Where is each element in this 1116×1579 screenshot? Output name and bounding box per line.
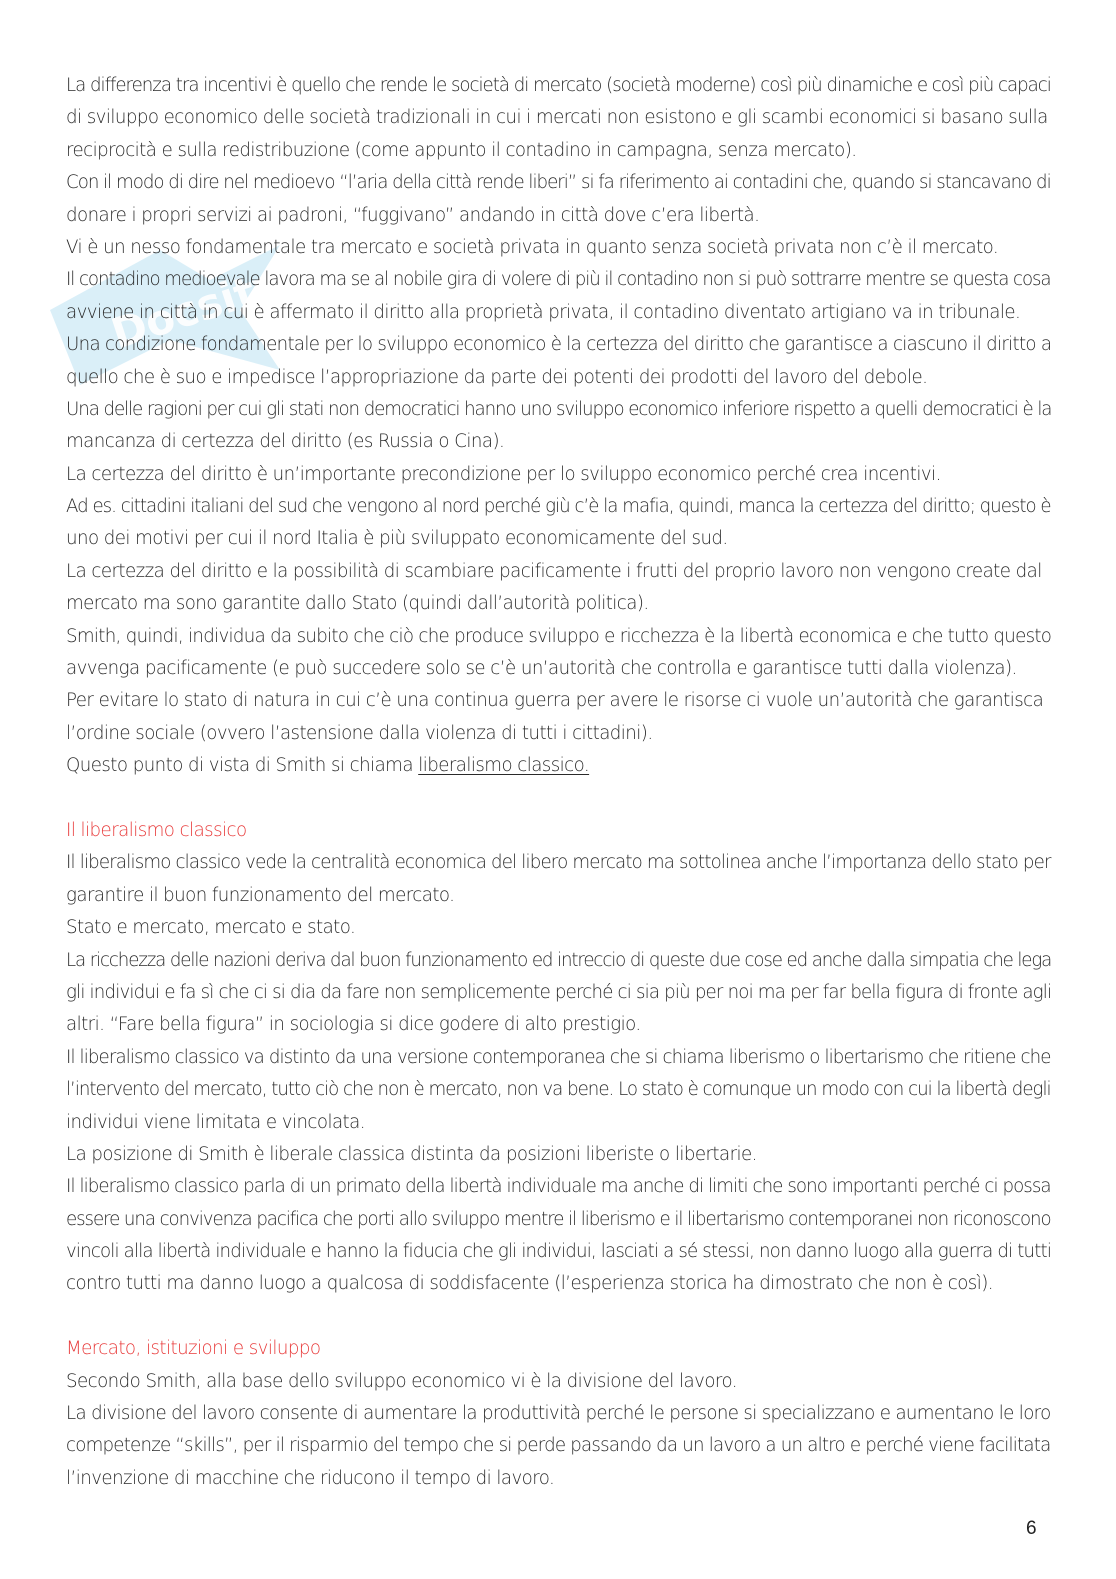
paragraph-line: gli individui e fa sì che ci si dia da fare non semplicemente perché ci sia più per noi ma per far bella figura di fronte agli (66, 981, 1052, 1003)
document-body (66, 70, 1051, 1495)
paragraph-line: Il liberalismo classico vede la centralità economica del libero mercato ma sottolinea anche l’importanza dello stato per (66, 852, 1051, 874)
paragraph-line: altri. “Fare bella figura” in sociologia si dice godere di alto prestigio. (66, 1014, 641, 1036)
paragraph-line: avvenga pacificamente (e può succedere solo se c’è un’autorità che controlla e garantisce tutti dalla violenza). (66, 658, 1017, 680)
paragraph-line: uno dei motivi per cui il nord Italia è più sviluppato economicamente del sud. (66, 528, 728, 550)
paragraph-line: Secondo Smith, alla base dello sviluppo economico vi è la divisione del lavoro. (66, 1370, 737, 1392)
paragraph-line: Il liberalismo classico parla di un primato della libertà individuale ma anche di limiti che sono importanti perché ci possa (66, 1176, 1051, 1198)
paragraph-line: individui viene limitata e vincolata. (66, 1111, 365, 1133)
paragraph-line: Una delle ragioni per cui gli stati non democratici hanno uno sviluppo economico inferiore rispetto a quelli democratici è la (66, 398, 1052, 420)
paragraph-line: Ad es. cittadini italiani del sud che vengono al nord perché giù c’è la mafia, quindi, manca la certezza del diritto; questo è (66, 496, 1051, 518)
paragraph-line: Stato e mercato, mercato e stato. (66, 917, 356, 939)
paragraph-line: essere una convivenza pacifica che porti allo sviluppo mentre il liberismo e il libertarismo contemporanei non riconoscono (66, 1208, 1051, 1230)
paragraph-line: Il contadino medioevale lavora ma se al nobile gira di volere di più il contadino non si può sottrarre mentre se questa cosa (66, 269, 1051, 291)
liberalismo-classico-term: liberalismo classico. (418, 755, 590, 777)
paragraph-line: mancanza di certezza del diritto (es Russia o Cina). (66, 431, 505, 453)
paragraph-line: reciprocità e sulla redistribuzione (come appunto il contadino in campagna, senza mercato). (66, 139, 857, 161)
paragraph-line: contro tutti ma danno luogo a qualcosa di soddisfacente (l’esperienza storica ha dimostrato che non è così). (66, 1273, 994, 1295)
paragraph-line: Vi è un nesso fondamentale tra mercato e società privata in quanto senza società privata non c’è il mercato. (66, 236, 999, 258)
paragraph-line: competenze “skills”, per il risparmio del tempo che si perde passando da un lavoro a un altro e perché viene facilitata (66, 1435, 1051, 1457)
section-heading-mercato-istituzioni-sviluppo: Mercato, istituzioni e sviluppo (66, 1338, 321, 1360)
paragraph-line: La differenza tra incentivi è quello che rende le società di mercato (società moderne) così più dinamiche e così più capaci (66, 75, 1051, 96)
page-number: 6 (1026, 1518, 1037, 1539)
paragraph-line: La certezza del diritto è un’importante precondizione per lo sviluppo economico perché crea incentivi. (66, 463, 941, 485)
paragraph-line: di sviluppo economico delle società tradizionali in cui i mercati non esistono e gli scambi economici si basano sulla (66, 107, 1048, 129)
paragraph-line: garantire il buon funzionamento del mercato. (66, 884, 455, 906)
paragraph-spacer (66, 783, 1051, 815)
paragraph-spacer (66, 1301, 1051, 1333)
paragraph-line: Smith, quindi, individua da subito che ciò che produce sviluppo e ricchezza è la libertà economica e che tutto questo (66, 625, 1052, 647)
paragraph-line: La ricchezza delle nazioni deriva dal buon funzionamento ed intreccio di queste due cose ed anche dalla simpatia che lega (66, 949, 1052, 971)
section-heading-liberalismo-classico: Il liberalismo classico (66, 819, 247, 841)
paragraph-line: avviene in città in cui è affermato il diritto alla proprietà privata, il contadino diventato artigiano va in tribunale. (66, 301, 1021, 323)
smith-line-prefix: Questo punto di vista di Smith si chiama (66, 755, 419, 777)
paragraph-line: La posizione di Smith è liberale classica distinta da posizioni liberiste o libertarie. (66, 1143, 757, 1165)
paragraph-line: Il liberalismo classico va distinto da una versione contemporanea che si chiama liberismo o libertarismo che ritiene che (66, 1046, 1051, 1068)
paragraph-line: Una condizione fondamentale per lo sviluppo economico è la certezza del diritto che garantisce a ciascuno il diritto a (66, 334, 1052, 356)
paragraph-line: mercato ma sono garantite dallo Stato (quindi dall’autorità politica). (66, 593, 649, 615)
paragraph-line: Con il modo di dire nel medioevo “l’aria della città rende liberi” si fa riferimento ai contadini che, quando si stancavano di (66, 172, 1051, 194)
paragraph-line: quello che è suo e impedisce l’appropriazione da parte dei potenti dei prodotti del lavoro del debole. (66, 366, 928, 388)
paragraph-line: l’ordine sociale (ovvero l’astensione dalla violenza di tutti i cittadini). (66, 722, 653, 744)
paragraph-line: Per evitare lo stato di natura in cui c’è una continua guerra per avere le risorse ci vuole un’autorità che garantisca (66, 690, 1044, 712)
paragraph-line: l’invenzione di macchine che riducono il tempo di lavoro. (66, 1467, 555, 1489)
paragraph-line: La divisione del lavoro consente di aumentare la produttività perché le persone si specializzano e aumentano le loro (66, 1403, 1051, 1425)
paragraph-line: l’intervento del mercato, tutto ciò che non è mercato, non va bene. Lo stato è comunque un modo con cui la libertà degli (66, 1079, 1051, 1101)
paragraph-line: vincoli alla libertà individuale e hanno la fiducia che gli individui, lasciati a sé stessi, non danno luogo alla guerra di tutti (66, 1241, 1052, 1263)
paragraph-line: donare i propri servizi ai padroni, “fuggivano” andando in città dove c’era libertà. (66, 204, 760, 226)
paragraph-line: La certezza del diritto e la possibilità di scambiare pacificamente i frutti del proprio lavoro non vengono create dal (66, 560, 1042, 582)
watermark-text: Docsity (105, 257, 288, 359)
smith-liberalismo-line (66, 750, 1051, 782)
